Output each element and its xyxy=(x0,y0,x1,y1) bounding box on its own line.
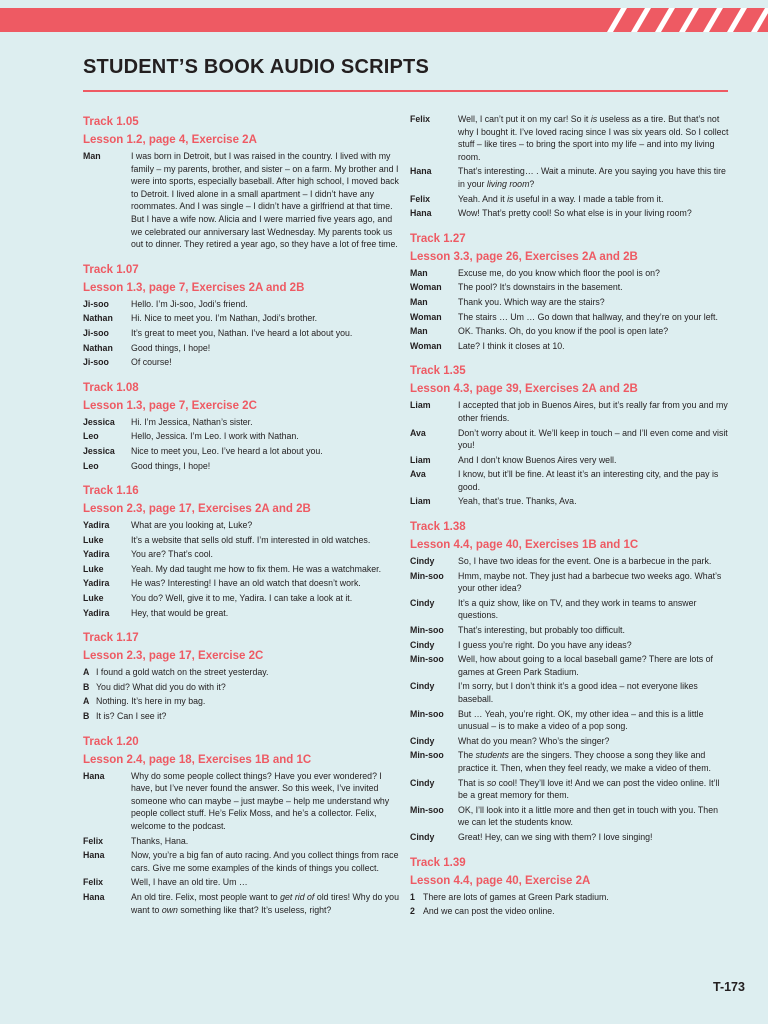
lesson-title: Lesson 2.4, page 18, Exercises 1B and 1C xyxy=(83,753,312,766)
script-line xyxy=(83,312,403,325)
track-title: Track 1.39 xyxy=(410,856,466,869)
dialogue-text: Hello, Jessica. I’m Leo. I work with Nathan. xyxy=(131,431,299,442)
speaker-name: Liam xyxy=(410,496,431,507)
dialogue-text: Well, how about going to a local baseball game? There are lots of games at Green Park Stadium. xyxy=(458,654,713,677)
dialogue-text: Nothing. It’s here in my bag. xyxy=(96,696,206,707)
track-title: Track 1.07 xyxy=(83,263,139,276)
speaker-name: Luke xyxy=(83,563,104,574)
script-line xyxy=(83,534,403,547)
lesson-title: Lesson 4.4, page 40, Exercises 1B and 1C xyxy=(410,539,639,552)
script-line xyxy=(83,430,403,443)
script-line xyxy=(83,445,403,458)
script-line xyxy=(83,577,403,590)
script-line xyxy=(83,695,403,708)
dialogue-text: It’s a website that sells old stuff. I’m interested in old watches. xyxy=(131,534,371,545)
script-line xyxy=(83,710,403,723)
dialogue-text: Yeah. My dad taught me how to fix them. He was a watchmaker. xyxy=(131,563,382,574)
speaker-name: Felix xyxy=(410,193,431,204)
lesson-title: Lesson 2.3, page 17, Exercise 2C xyxy=(83,650,264,663)
script-line xyxy=(83,891,403,916)
lesson-title: Lesson 1.3, page 7, Exercise 2C xyxy=(83,399,257,412)
speaker-name: Yadira xyxy=(83,578,110,589)
script-line xyxy=(410,570,730,595)
script-line xyxy=(83,356,403,369)
speaker-name: Min-soo xyxy=(410,804,444,815)
speaker-name: Nathan xyxy=(83,342,113,353)
dialogue-text: Of course! xyxy=(131,357,172,368)
script-line xyxy=(83,298,403,311)
dialogue-text: You are? That’s cool. xyxy=(131,549,214,560)
track-section xyxy=(410,113,730,220)
speaker-name: 1 xyxy=(410,891,415,902)
speaker-name: Leo xyxy=(83,460,99,471)
dialogue-text: But … Yeah, you’re right. OK, my other idea – and this is a little unusual – is to make a video of a pop song. xyxy=(458,708,704,732)
dialogue-text: I found a gold watch on the street yesterday. xyxy=(96,667,269,678)
script-line xyxy=(410,325,730,338)
dialogue-text: And we can post the video online. xyxy=(423,906,555,917)
script-line xyxy=(410,193,730,206)
track-title: Track 1.20 xyxy=(83,735,139,748)
speaker-name: Cindy xyxy=(410,597,435,608)
dialogue-text: The stairs … Um … Go down that hallway, and they’re on your left. xyxy=(458,311,718,322)
dialogue-text: I accepted that job in Buenos Aires, but it’s really far from you and my other friends. xyxy=(458,400,728,423)
dialogue-text: You did? What did you do with it? xyxy=(96,681,226,692)
dialogue-text: So, I have two ideas for the event. One is a barbecue in the park. xyxy=(458,556,712,567)
lesson-title: Lesson 1.3, page 7, Exercises 2A and 2B xyxy=(83,281,305,294)
dialogue-text: Hi. I’m Jessica, Nathan’s sister. xyxy=(131,416,253,427)
speaker-name: Cindy xyxy=(410,556,435,567)
dialogue-text: It is? Can I see it? xyxy=(96,711,167,722)
script-line xyxy=(410,311,730,324)
track-section xyxy=(410,856,730,918)
script-line xyxy=(410,427,730,452)
script-line xyxy=(410,597,730,622)
track-section xyxy=(83,631,403,722)
script-line xyxy=(410,555,730,568)
diagonal-stripes-decoration xyxy=(593,8,768,32)
speaker-name: Nathan xyxy=(83,313,113,324)
script-line xyxy=(410,165,730,190)
speaker-name: Felix xyxy=(410,114,431,124)
script-line xyxy=(410,891,730,904)
track-title: Track 1.05 xyxy=(83,116,139,128)
speaker-name: B xyxy=(83,681,90,692)
script-line xyxy=(410,296,730,309)
dialogue-text: And I don’t know Buenos Aires very well. xyxy=(458,454,617,465)
dialogue-text: Wow! That’s pretty cool! So what else is in your living room? xyxy=(458,208,692,219)
speaker-name: Hana xyxy=(83,891,105,902)
speaker-name: Hana xyxy=(83,770,105,781)
script-line xyxy=(410,639,730,652)
speaker-name: Min-soo xyxy=(410,750,444,761)
track-section xyxy=(410,364,730,508)
dialogue-text: There are lots of games at Green Park stadium. xyxy=(423,891,609,902)
dialogue-text: Good things, I hope! xyxy=(131,342,211,353)
dialogue-text: Nice to meet you, Leo. I’ve heard a lot about you. xyxy=(131,445,323,456)
dialogue-text: Yeah, that’s true. Thanks, Ava. xyxy=(458,496,577,507)
lesson-title: Lesson 4.3, page 39, Exercises 2A and 2B xyxy=(410,383,638,396)
speaker-name: Felix xyxy=(83,835,104,846)
speaker-name: Man xyxy=(410,267,428,278)
script-line xyxy=(83,876,403,889)
dialogue-text: The students are the singers. They choose a song they like and practice it. Then, when they feel ready, we make a video of them. xyxy=(458,750,711,773)
script-line xyxy=(410,454,730,467)
track-section xyxy=(83,115,403,251)
speaker-name: Ji-soo xyxy=(83,357,109,368)
top-accent-bar xyxy=(0,8,768,32)
track-section xyxy=(83,735,403,917)
speaker-name: Woman xyxy=(410,282,442,293)
speaker-name: Man xyxy=(410,326,428,337)
track-section xyxy=(410,232,730,353)
script-line xyxy=(410,399,730,424)
title-rule xyxy=(83,90,728,92)
speaker-name: Woman xyxy=(410,340,442,351)
script-line xyxy=(410,281,730,294)
dialogue-text: OK. Thanks. Oh, do you know if the pool is open late? xyxy=(458,326,669,337)
speaker-name: Cindy xyxy=(410,777,435,788)
speaker-name: Ji-soo xyxy=(83,298,109,309)
script-line xyxy=(83,666,403,679)
track-section xyxy=(83,484,403,619)
script-line xyxy=(83,342,403,355)
dialogue-text: Good things, I hope! xyxy=(131,460,211,471)
speaker-name: Liam xyxy=(410,454,431,465)
speaker-name: Hana xyxy=(410,166,432,177)
dialogue-text: I was born in Detroit, but I was raised in the country. I lived with my family – my parents, brother, and sister – on a farm. My brother and I were into sports, especially baseball. After high school, I moved back to Detroit. I lived alone in a small apartment – I didn’t have any roommates. And I was single – I didn’t have a girlfriend at that time. But I have a wife now. Alicia and I were married five years ago, and we celebrated our anniversary last Wednesday. My parents took us out to dinner. They retired a year ago, so they have a lot of free time. xyxy=(131,151,399,250)
lesson-title: Lesson 2.3, page 17, Exercises 2A and 2B xyxy=(83,503,311,516)
script-line xyxy=(83,770,403,833)
lesson-title: Lesson 3.3, page 26, Exercises 2A and 2B xyxy=(410,250,638,263)
dialogue-text: Why do some people collect things? Have you ever wondered? I have, but I’ve never found the answer. So this week, I’ve invited someone who can maybe – just maybe – help me understand why people collect stuff. He’s Felix Moss, and he’s a collector. Felix, welcome to the podcast. xyxy=(131,770,390,831)
script-line xyxy=(83,327,403,340)
dialogue-text: Late? I think it closes at 10. xyxy=(458,340,565,351)
dialogue-text: An old tire. Felix, most people want to get rid of old tires! Why do you want to own something like that? It’s useless, right? xyxy=(131,891,399,915)
dialogue-text: Hey, that would be great. xyxy=(131,607,229,618)
speaker-name: Jessica xyxy=(83,445,115,456)
track-title: Track 1.17 xyxy=(83,632,139,645)
dialogue-text: That’s interesting… . Wait a minute. Are you saying you have this tire in your living room? xyxy=(458,166,726,189)
script-line xyxy=(410,113,730,163)
dialogue-text: Hmm, maybe not. They just had a barbecue two weeks ago. What’s your other idea? xyxy=(458,570,722,594)
speaker-name: Ava xyxy=(410,469,426,480)
script-line xyxy=(410,804,730,829)
dialogue-text: Well, I have an old tire. Um … xyxy=(131,877,248,888)
dialogue-text: Yeah. And it is useful in a way. I made a table from it. xyxy=(458,193,664,204)
script-line xyxy=(410,749,730,774)
dialogue-text: It’s great to meet you, Nathan. I’ve heard a lot about you. xyxy=(131,327,353,338)
script-line xyxy=(83,548,403,561)
script-line xyxy=(410,340,730,353)
dialogue-text: Thanks, Hana. xyxy=(131,835,189,846)
script-line xyxy=(83,563,403,576)
lesson-title: Lesson 4.4, page 40, Exercise 2A xyxy=(410,874,591,887)
speaker-name: Cindy xyxy=(410,639,435,650)
script-line xyxy=(410,708,730,733)
dialogue-text: Excuse me, do you know which floor the pool is on? xyxy=(458,267,660,278)
speaker-name: Man xyxy=(83,151,101,161)
speaker-name: A xyxy=(83,696,90,707)
speaker-name: Luke xyxy=(83,534,104,545)
script-line xyxy=(83,835,403,848)
speaker-name: Leo xyxy=(83,431,99,442)
speaker-name: Luke xyxy=(83,593,104,604)
left-column xyxy=(83,113,403,928)
script-line xyxy=(83,607,403,620)
dialogue-text: OK, I’ll look into it a little more and then get in touch with you. Then we can let the students know. xyxy=(458,804,718,828)
track-section xyxy=(83,381,403,472)
dialogue-text: Now, you’re a big fan of auto racing. And you collect things from race cars. Give me some examples of the kinds of things you collect. xyxy=(131,850,399,873)
speaker-name: Min-soo xyxy=(410,708,444,719)
script-line xyxy=(410,267,730,280)
script-line xyxy=(83,592,403,605)
track-title: Track 1.16 xyxy=(83,485,139,498)
dialogue-text: Hello. I’m Ji-soo, Jodi’s friend. xyxy=(131,298,248,309)
script-line xyxy=(83,681,403,694)
script-line xyxy=(83,460,403,473)
script-line xyxy=(410,653,730,678)
speaker-name: Min-soo xyxy=(410,625,444,636)
script-line xyxy=(410,624,730,637)
track-section xyxy=(83,263,403,369)
right-column xyxy=(410,113,730,930)
dialogue-text: Well, I can’t put it on my car! So it is useless as a tire. But that’s not why I bought it. I’ve loved racing since I was six years old. So I collect stuff – like tires – to bring the sport into my life – and into my living room. xyxy=(458,114,729,162)
lesson-title: Lesson 1.2, page 4, Exercise 2A xyxy=(83,134,257,146)
page-number: T-173 xyxy=(713,980,745,994)
speaker-name: Woman xyxy=(410,311,442,322)
dialogue-text: Thank you. Which way are the stairs? xyxy=(458,296,605,307)
track-title: Track 1.38 xyxy=(410,521,466,534)
speaker-name: Cindy xyxy=(410,735,435,746)
dialogue-text: Hi. Nice to meet you. I’m Nathan, Jodi’s brother. xyxy=(131,313,318,324)
script-line xyxy=(83,849,403,874)
speaker-name: Cindy xyxy=(410,831,435,842)
dialogue-text: That’s interesting, but probably too difficult. xyxy=(458,625,625,636)
speaker-name: Yadira xyxy=(83,607,110,618)
script-line xyxy=(410,495,730,508)
speaker-name: B xyxy=(83,711,90,722)
speaker-name: Liam xyxy=(410,400,431,411)
dialogue-text: You do? Well, give it to me, Yadira. I can take a look at it. xyxy=(131,593,353,604)
speaker-name: Man xyxy=(410,296,428,307)
track-title: Track 1.27 xyxy=(410,232,466,245)
dialogue-text: Great! Hey, can we sing with them? I love singing! xyxy=(458,831,653,842)
speaker-name: Ava xyxy=(410,427,426,438)
speaker-name: Yadira xyxy=(83,549,110,560)
script-line xyxy=(410,207,730,220)
speaker-name: Yadira xyxy=(83,520,110,531)
dialogue-text: That is so cool! They’ll love it! And we can post the video online. It’ll be a great memory for them. xyxy=(458,777,720,801)
speaker-name: Jessica xyxy=(83,416,115,427)
script-line xyxy=(410,831,730,844)
script-line xyxy=(410,680,730,705)
track-title: Track 1.35 xyxy=(410,365,466,378)
script-line xyxy=(83,519,403,532)
speaker-name: Hana xyxy=(410,208,432,219)
script-line xyxy=(410,735,730,748)
track-title: Track 1.08 xyxy=(83,381,139,394)
dialogue-text: It’s a quiz show, like on TV, and they work in teams to answer questions. xyxy=(458,597,697,621)
script-line xyxy=(83,416,403,429)
dialogue-text: I’m sorry, but I don’t think it’s a good idea – not everyone likes baseball. xyxy=(458,681,698,704)
dialogue-text: He was? Interesting! I have an old watch that doesn’t work. xyxy=(131,578,361,589)
dialogue-text: The pool? It’s downstairs in the basement. xyxy=(458,282,623,293)
dialogue-text: What are you looking at, Luke? xyxy=(131,520,253,531)
speaker-name: A xyxy=(83,667,90,678)
dialogue-text: What do you mean? Who’s the singer? xyxy=(458,735,610,746)
page-title: STUDENT’S BOOK AUDIO SCRIPTS xyxy=(83,56,429,78)
speaker-name: Cindy xyxy=(410,681,435,692)
script-line xyxy=(410,777,730,802)
dialogue-text: I guess you’re right. Do you have any ideas? xyxy=(458,639,632,650)
script-line xyxy=(83,150,403,251)
speaker-name: Min-soo xyxy=(410,654,444,665)
track-section xyxy=(410,520,730,843)
script-line xyxy=(410,468,730,493)
speaker-name: Hana xyxy=(83,850,105,861)
script-line xyxy=(410,905,730,918)
speaker-name: 2 xyxy=(410,906,415,917)
dialogue-text: Don’t worry about it. We’ll keep in touch – and I’ll even come and visit you! xyxy=(458,427,728,451)
speaker-name: Felix xyxy=(83,877,104,888)
speaker-name: Min-soo xyxy=(410,570,444,581)
dialogue-text: I know, but it’ll be fine. At least it’s an interesting city, and the pay is good. xyxy=(458,469,719,492)
speaker-name: Ji-soo xyxy=(83,327,109,338)
